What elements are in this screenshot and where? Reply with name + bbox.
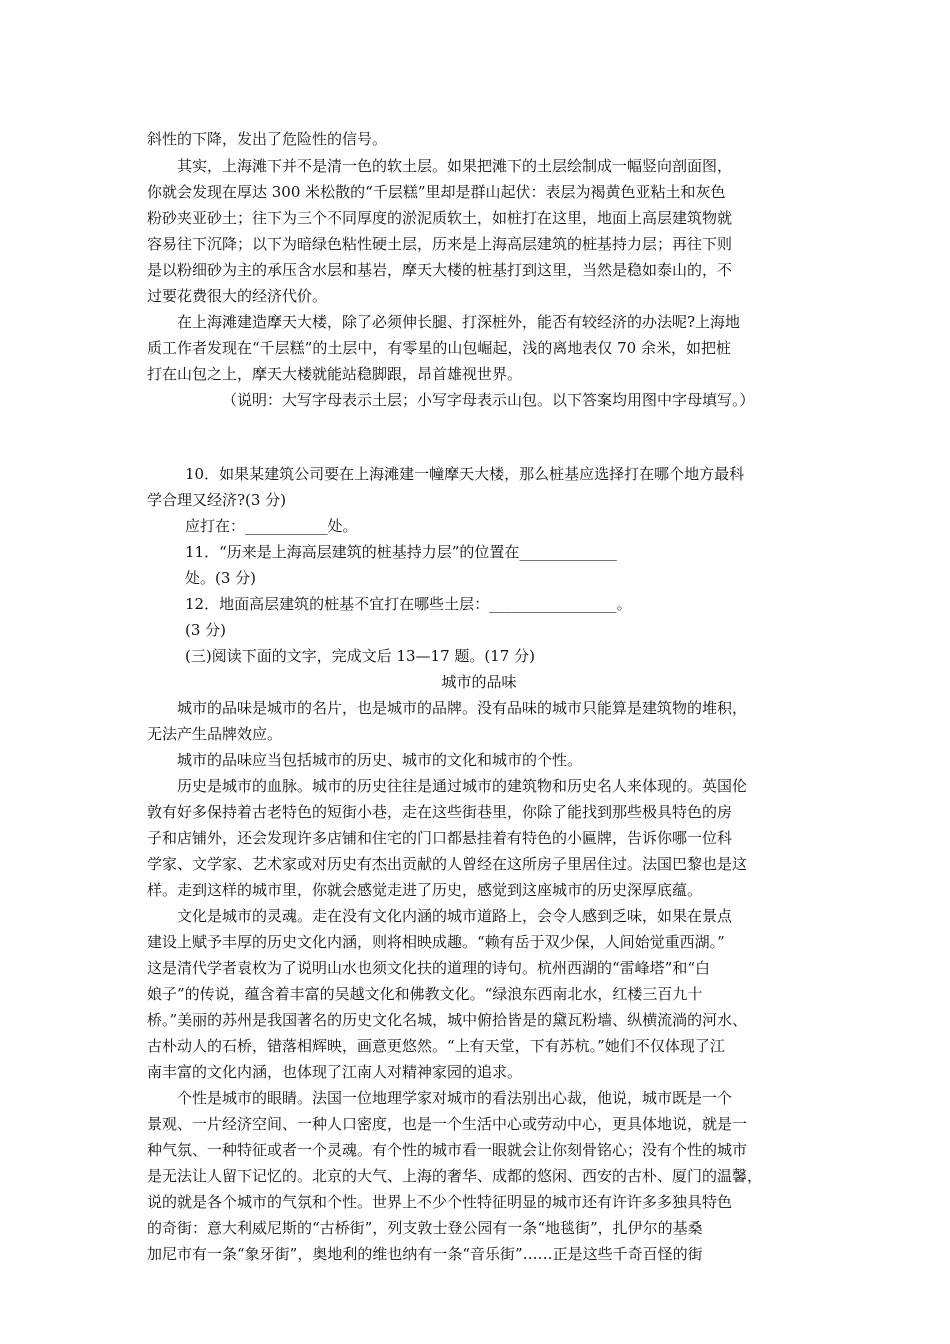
passage-a-para2-line: 粉砂夹亚砂土；往下为三个不同厚度的淤泥质软土，如桩打在这里，地面上高层建筑物就 bbox=[147, 209, 733, 227]
question-10-line: 10．如果某建筑公司要在上海滩建一幢摩天大楼，那么桩基应选择打在哪个地方最科 bbox=[185, 465, 745, 483]
passage-b-para4-line: 建设上赋予丰厚的历史文化内涵，则将相映成趣。“赖有岳于双少保，人间始觉重西湖。” bbox=[147, 933, 725, 951]
passage-a-para3-line: 打在山包之上，摩天大楼就能站稳脚跟，昂首雄视世界。 bbox=[147, 365, 523, 383]
passage-b-para5-line: 是无法让人留下记忆的。北京的大气、上海的奢华、成都的悠闲、西安的古朴、厦门的温馨， bbox=[147, 1167, 763, 1185]
passage-a-para2-line: 你就会发现在厚达 300 米松散的“千层糕”里却是群山起伏：表层为褐黄色亚粘土和灰色 bbox=[147, 183, 726, 201]
passage-b-para2-line: 城市的品味应当包括城市的历史、城市的文化和城市的个性。 bbox=[177, 751, 583, 769]
passage-b-para3-line: 学家、文学家、艺术家或对历史有杰出贡献的人曾经在这所房子里居住过。法国巴黎也是这 bbox=[147, 855, 748, 873]
passage-b-para4-line: 桥。”美丽的苏州是我国著名的历史文化名城，城中俯拾皆是的黛瓦粉墙、纵横流淌的河水、 bbox=[147, 1011, 748, 1029]
passage-b-para3-line: 子和店铺外，还会发现许多店铺和住宅的门口都悬挂着有特色的小匾牌，告诉你哪一位科 bbox=[147, 829, 733, 847]
passage-b-para5-line: 个性是城市的眼睛。法国一位地理学家对城市的看法别出心裁，他说，城市既是一个 bbox=[177, 1089, 733, 1107]
passage-a-para3-line: 在上海滩建造摩天大楼，除了必须伸长腿、打深桩外，能否有较经济的办法呢?上海地 bbox=[177, 313, 741, 331]
question-10-answer-blank: 应打在：___________处。 bbox=[185, 517, 358, 535]
passage-b-para4-line: 文化是城市的灵魂。走在没有文化内涵的城市道路上，会令人感到乏味，如果在景点 bbox=[177, 907, 733, 925]
passage-a-para2-line: 是以粉细砂为主的承压含水层和基岩，摩天大楼的桩基打到这里，当然是稳如泰山的，不 bbox=[147, 261, 733, 279]
question-10-line: 学合理又经济?(3 分) bbox=[147, 491, 287, 509]
passage-b-para5-line: 加尼市有一条“象牙街”，奥地利的维也纳有一条“音乐街”……正是这些千奇百怪的街 bbox=[147, 1245, 703, 1263]
passage-b-para3-line: 敦有好多保持着古老特色的短街小巷，走在这些街巷里，你除了能找到那些极具特色的房 bbox=[147, 803, 733, 821]
passage-b-para4-line: 古朴动人的石桥，错落相辉映，画意更悠然。“上有天堂，下有苏杭。”她们不仅体现了江 bbox=[147, 1037, 725, 1055]
passage-a-para3-line: 质工作者发现在“千层糕”的土层中，有零星的山包崛起，浅的离地表仅 70 余米，如把桩 bbox=[147, 339, 731, 357]
passage-b-para5-line: 景观、一片经济空间、一种人口密度，也是一个生活中心或劳动中心，更具体地说，就是一 bbox=[147, 1115, 748, 1133]
passage-b-para4-line: 娘子”的传说，蕴含着丰富的吴越文化和佛教文化。“绿浪东西南北水，红楼三百九十 bbox=[147, 985, 703, 1003]
question-12-line: 12．地面高层建筑的桩基不宜打在哪些土层：_________________。 bbox=[185, 595, 632, 613]
passage-a-para1-end: 斜性的下降，发出了危险性的信号。 bbox=[147, 130, 388, 148]
passage-a-para2-line: 过要花费很大的经济代价。 bbox=[147, 287, 328, 305]
passage-a-para2-line: 容易往下沉降；以下为暗绿色粘性硬土层，历来是上海高层建筑的桩基持力层；再往下则 bbox=[147, 235, 733, 253]
passage-b-para5-line: 种气氛、一种特征或者一个灵魂。有个性的城市看一眼就会让你刻骨铭心；没有个性的城市 bbox=[147, 1141, 748, 1159]
passage-b-para3-line: 样。走到这样的城市里，你就会感觉走进了历史，感觉到这座城市的历史深厚底蕴。 bbox=[147, 881, 703, 899]
section-3-instruction: (三)阅读下面的文字，完成文后 13—17 题。(17 分) bbox=[185, 647, 535, 665]
passage-b-para5-line: 的奇街：意大利威尼斯的“古桥街”，列支敦士登公园有一条“地毯街”，扎伊尔的基桑 bbox=[147, 1219, 703, 1237]
passage-b-para1-line: 无法产生品牌效应。 bbox=[147, 725, 283, 743]
passage-a-para2-line: 其实，上海滩下并不是清一色的软土层。如果把滩下的土层绘制成一幅竖向剖面图， bbox=[177, 157, 733, 175]
passage-b-title: 城市的品味 bbox=[441, 673, 517, 691]
passage-b-para4-line: 这是清代学者袁枚为了说明山水也须文化扶的道理的诗句。杭州西湖的“雷峰塔”和“白 bbox=[147, 959, 711, 977]
passage-a-note: （说明：大写字母表示土层；小写字母表示山包。以下答案均用图中字母填写。） bbox=[222, 391, 755, 409]
passage-b-para1-line: 城市的品味是城市的名片，也是城市的品牌。没有品味的城市只能算是建筑物的堆积， bbox=[177, 699, 748, 717]
passage-b-para3-line: 历史是城市的血脉。城市的历史往往是通过城市的建筑物和历史名人来体现的。英国伦 bbox=[177, 777, 748, 795]
question-11-line: 处。(3 分) bbox=[185, 569, 257, 587]
passage-b-para5-line: 说的就是各个城市的气氛和个性。世界上不少个性特征明显的城市还有许许多多独具特色 bbox=[147, 1193, 733, 1211]
passage-b-para4-line: 南丰富的文化内涵，也体现了江南人对精神家园的追求。 bbox=[147, 1063, 523, 1081]
question-12-line: (3 分) bbox=[185, 621, 227, 639]
question-11-line: 11．“历来是上海高层建筑的桩基持力层”的位置在_____________ bbox=[185, 543, 617, 561]
